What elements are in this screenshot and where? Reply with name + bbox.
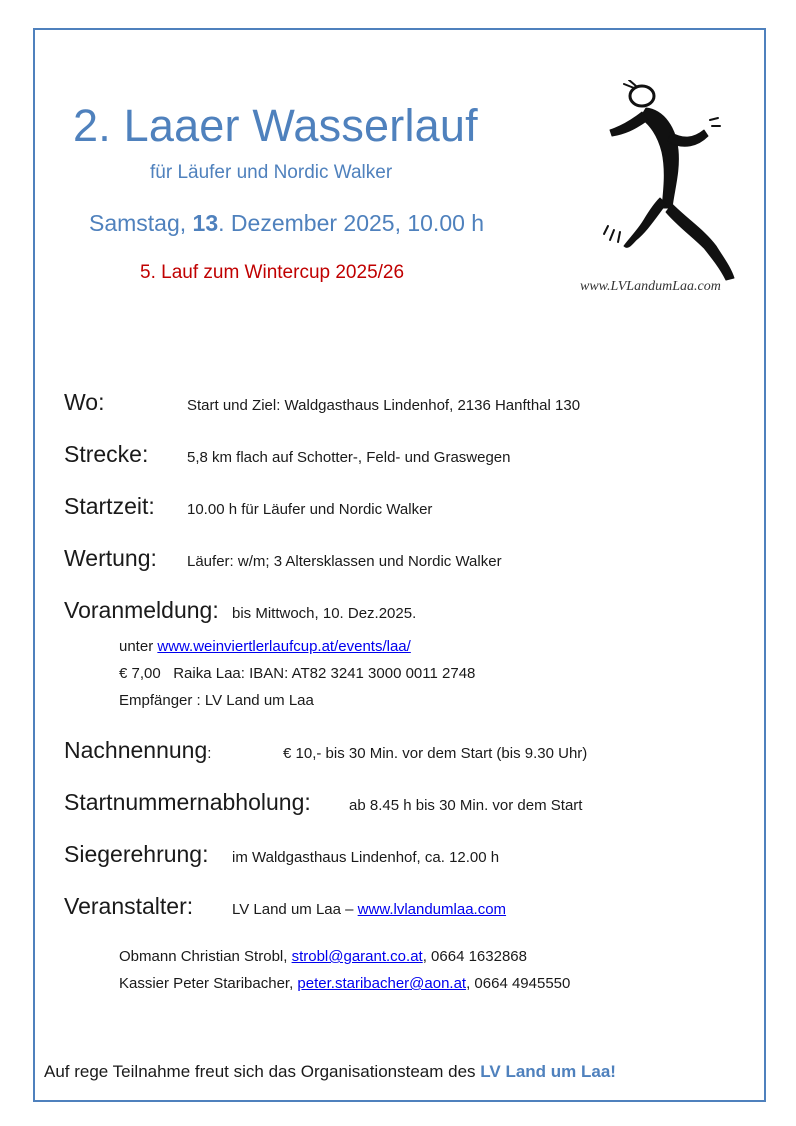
nachnennung-value: € 10,- bis 30 Min. vor dem Start (bis 9.30 Uhr) — [283, 745, 588, 762]
startnummer-label: Startnummernabholung: — [64, 789, 311, 815]
obmann-phone: , 0664 1632868 — [422, 948, 527, 965]
veranstalter-label: Veranstalter: — [64, 893, 194, 919]
footer-highlight: LV Land um Laa! — [480, 1062, 616, 1081]
unter-text: unter — [119, 638, 158, 655]
startnummer-value: ab 8.45 h bis 30 Min. vor dem Start — [349, 797, 583, 814]
footer-text — [44, 1062, 616, 1082]
startzeit-value: 10.00 h für Läufer und Nordic Walker — [187, 501, 433, 518]
club-website-link[interactable]: www.lvlandumlaa.com — [357, 901, 507, 918]
event-date — [89, 210, 484, 237]
kassier-phone: , 0664 4945550 — [466, 975, 571, 992]
wo-label: Wo: — [64, 389, 105, 415]
wo-value: Start und Ziel: Waldgasthaus Lindenhof, 2136 Hanfthal 130 — [187, 397, 581, 414]
cup-info: 5. Lauf zum Wintercup 2025/26 — [140, 262, 405, 283]
wertung-label: Wertung: — [64, 545, 157, 571]
startzeit-label: Startzeit: — [64, 493, 155, 519]
siegerehrung-label: Siegerehrung: — [64, 841, 209, 867]
date-rest: . Dezember 2025, 10.00 h — [218, 210, 485, 236]
date-day: 13 — [192, 210, 219, 236]
logo-url: www.LVLandumLaa.com — [580, 279, 721, 294]
footer-main: Auf rege Teilnahme freut sich das Organisationsteam des — [44, 1062, 481, 1081]
obmann-contact — [119, 948, 527, 965]
nachnennung-text: Nachnennung — [64, 737, 208, 763]
obmann-email-link[interactable]: strobl@garant.co.at — [291, 948, 423, 965]
kassier-contact — [119, 975, 570, 992]
veranstalter-value: LV Land um Laa – — [232, 901, 358, 918]
runner-logo-icon — [594, 80, 754, 290]
kassier-email-link[interactable]: peter.staribacher@aon.at — [297, 975, 467, 992]
wertung-value: Läufer: w/m; 3 Altersklassen und Nordic Walker — [187, 553, 502, 570]
voranmeldung-link-line — [119, 638, 411, 655]
strecke-label: Strecke: — [64, 441, 149, 467]
recipient-info: Empfänger : LV Land um Laa — [119, 692, 314, 709]
voranmeldung-value: bis Mittwoch, 10. Dez.2025. — [232, 605, 417, 622]
nachnennung-colon: : — [207, 745, 212, 762]
registration-link[interactable]: www.weinviertlerlaufcup.at/events/laa/ — [157, 638, 411, 655]
page-title: 2. Laaer Wasserlauf — [73, 100, 478, 151]
kassier-prefix: Kassier Peter Staribacher, — [119, 975, 298, 992]
voranmeldung-label: Voranmeldung: — [64, 597, 219, 623]
nachnennung-label — [64, 737, 211, 764]
date-prefix: Samstag, — [89, 210, 193, 236]
veranstalter-value-line — [232, 901, 506, 918]
payment-info: € 7,00 Raika Laa: IBAN: AT82 3241 3000 0011 2748 — [119, 665, 476, 682]
subtitle: für Läufer und Nordic Walker — [150, 162, 393, 183]
strecke-value: 5,8 km flach auf Schotter-, Feld- und Graswegen — [187, 449, 511, 466]
obmann-prefix: Obmann Christian Strobl, — [119, 948, 292, 965]
siegerehrung-value: im Waldgasthaus Lindenhof, ca. 12.00 h — [232, 849, 500, 866]
